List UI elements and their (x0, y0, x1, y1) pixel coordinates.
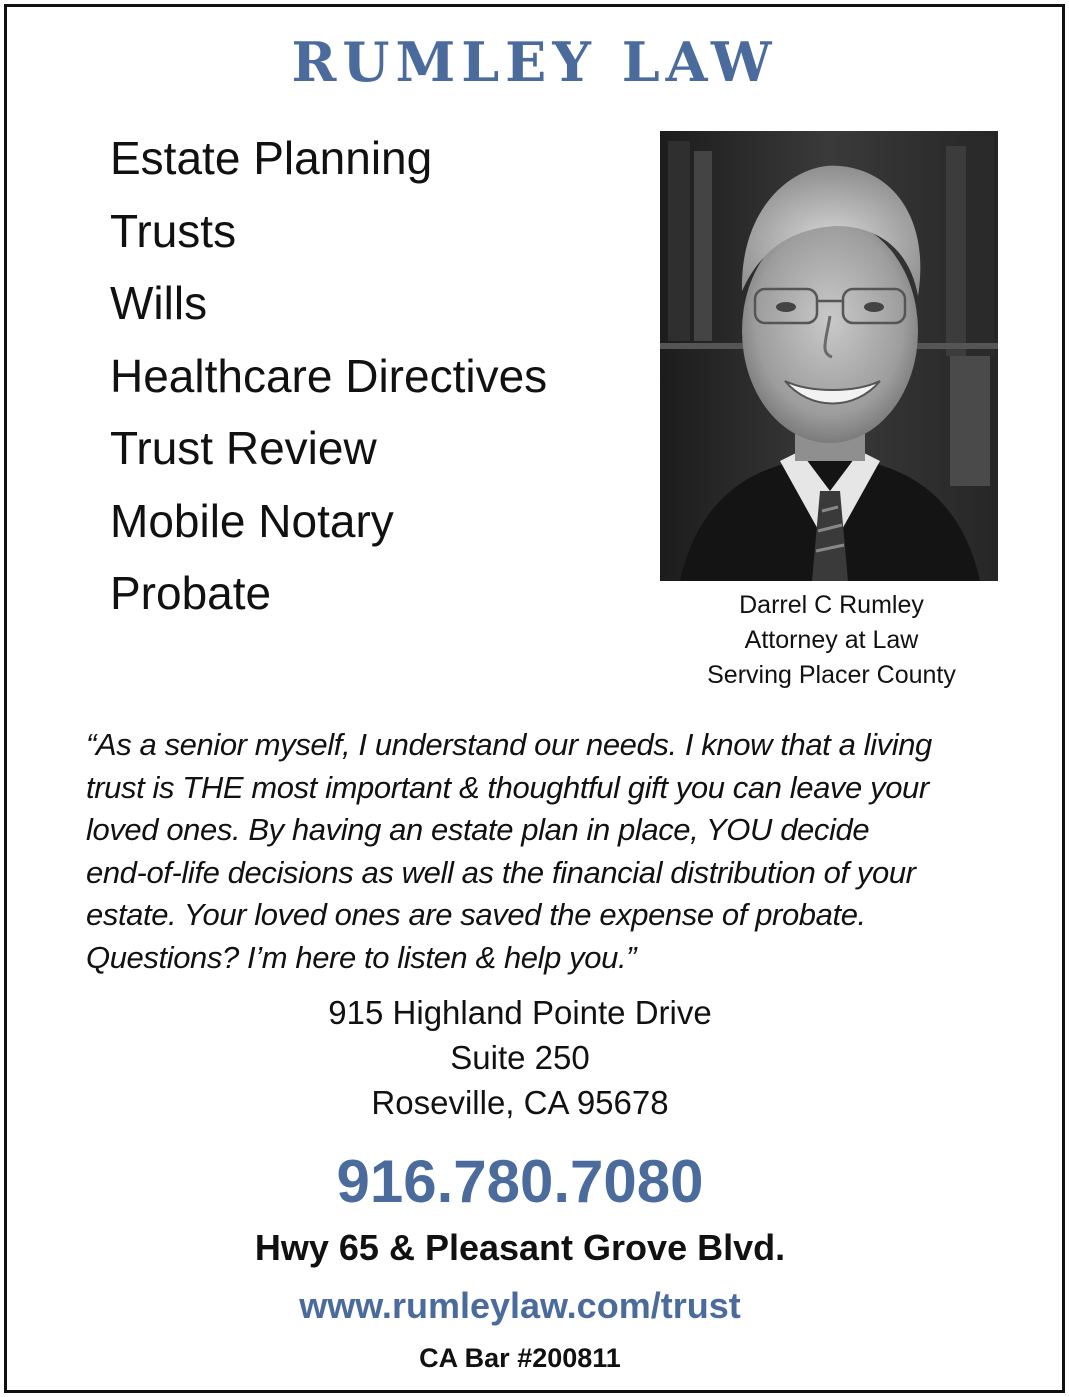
quote-line: loved ones. By having an estate plan in place, YOU decide (86, 812, 870, 847)
firm-title: RUMLEY LAW (291, 30, 778, 94)
office-address (0, 990, 1040, 1125)
portrait-illustration (660, 131, 998, 581)
attorney-name: Darrel C Rumley (739, 591, 924, 619)
service-item: Wills (110, 277, 208, 329)
service-area: Serving Placer County (707, 661, 956, 689)
service-item: Estate Planning (110, 132, 433, 184)
quote-line: end-of-life decisions as well as the financial distribution of your (86, 854, 916, 890)
service-item: Probate (110, 567, 272, 619)
service-item: Mobile Notary (110, 494, 394, 547)
quote-line: trust is THE most important & thoughtful gift you can leave your (86, 769, 929, 805)
address-city: Roseville, CA 95678 (371, 1084, 669, 1121)
services-list (110, 122, 547, 630)
quote-line: estate. Your loved ones are saved the expense of probate. (86, 897, 866, 932)
quote-line: Questions? I’m here to listen & help you.” (86, 939, 637, 975)
attorney-caption (660, 588, 1003, 693)
attorney-role: Attorney at Law (744, 626, 919, 654)
service-item: Healthcare Directives (110, 349, 548, 402)
location-landmark: Hwy 65 & Pleasant Grove Blvd. (254, 1227, 786, 1268)
service-item: Trust Review (110, 422, 377, 474)
quote-line: “As a senior myself, I understand our needs. I know that a living (86, 727, 932, 762)
website-link[interactable]: www.rumleylaw.com/trust (299, 1285, 741, 1326)
attorney-portrait-photo (660, 131, 998, 581)
testimonial-quote (86, 724, 996, 979)
address-street: 915 Highland Pointe Drive (328, 994, 712, 1031)
service-item: Trusts (110, 204, 237, 257)
phone-number[interactable]: 916.780.7080 (336, 1148, 704, 1215)
address-suite: Suite 250 (450, 1039, 590, 1076)
bar-number: CA Bar #200811 (419, 1343, 621, 1373)
